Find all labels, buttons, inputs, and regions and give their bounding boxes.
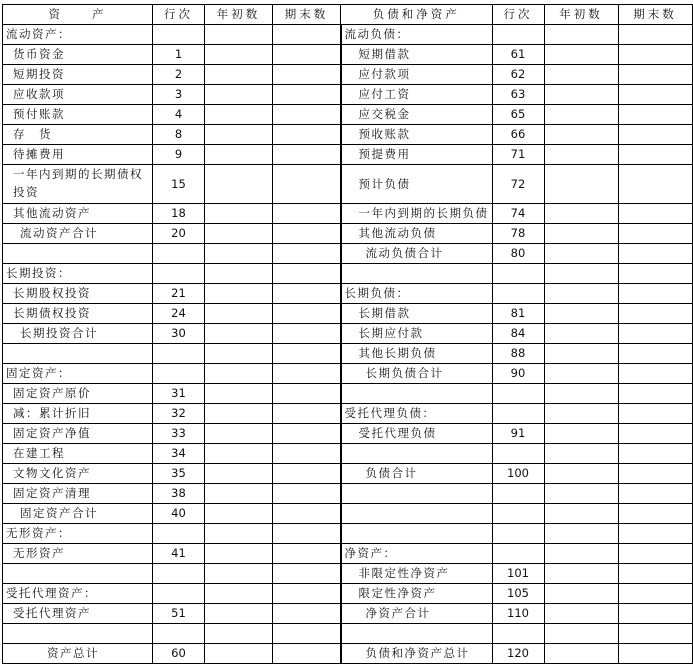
asset-begin-value <box>205 165 273 204</box>
asset-end-value <box>273 165 341 204</box>
asset-item: 短期投资 <box>3 65 153 85</box>
liability-begin-value <box>544 264 618 284</box>
table-row <box>3 25 693 45</box>
asset-row-no: 41 <box>153 544 205 564</box>
liability-end-value <box>618 484 692 504</box>
liability-row-no: 100 <box>492 464 544 484</box>
asset-begin-value <box>205 324 273 344</box>
asset-begin-value <box>205 25 273 45</box>
asset-begin-value <box>205 544 273 564</box>
liability-row-no: 72 <box>492 165 544 204</box>
table-row <box>3 384 693 404</box>
asset-item: 固定资产清理 <box>3 484 153 504</box>
liability-item: 应付工资 <box>341 85 493 105</box>
asset-item <box>3 624 153 644</box>
asset-begin-value <box>205 584 273 604</box>
asset-row-no <box>153 364 205 384</box>
liability-item <box>341 504 493 524</box>
table-row <box>3 304 693 324</box>
asset-end-value <box>273 464 341 484</box>
asset-row-no <box>153 244 205 264</box>
liability-row-no: 61 <box>492 45 544 65</box>
asset-end-value <box>273 304 341 324</box>
liability-begin-value <box>544 324 618 344</box>
liability-begin-value <box>544 624 618 644</box>
asset-begin-value <box>205 204 273 224</box>
liability-end-value <box>618 424 692 444</box>
liability-begin-value <box>544 45 618 65</box>
asset-item: 固定资产合计 <box>3 504 153 524</box>
liability-begin-value <box>544 224 618 244</box>
liability-begin-value <box>544 644 618 664</box>
liability-end-value <box>618 25 692 45</box>
liability-end-value <box>618 524 692 544</box>
table-row <box>3 364 693 384</box>
liability-begin-value <box>544 444 618 464</box>
liability-row-no <box>492 624 544 644</box>
asset-row-no: 3 <box>153 85 205 105</box>
asset-item: 固定资产净值 <box>3 424 153 444</box>
table-row <box>3 644 693 664</box>
table-row <box>3 264 693 284</box>
asset-item: 无形资产： <box>3 524 153 544</box>
asset-item: 长期债权投资 <box>3 304 153 324</box>
liability-end-value <box>618 204 692 224</box>
liability-end-value <box>618 165 692 204</box>
asset-item: 受托代理资产 <box>3 604 153 624</box>
asset-begin-value <box>205 384 273 404</box>
liability-row-no: 65 <box>492 105 544 125</box>
asset-begin-value <box>205 644 273 664</box>
asset-begin-value <box>205 344 273 364</box>
table-row <box>3 484 693 504</box>
asset-row-no <box>153 564 205 584</box>
liability-begin-value <box>544 464 618 484</box>
asset-end-value <box>273 624 341 644</box>
asset-row-no: 40 <box>153 504 205 524</box>
asset-item <box>3 344 153 364</box>
table-row <box>3 65 693 85</box>
asset-end-value <box>273 324 341 344</box>
asset-end-value <box>273 604 341 624</box>
table-row <box>3 105 693 125</box>
asset-item: 长期股权投资 <box>3 284 153 304</box>
liability-row-no: 84 <box>492 324 544 344</box>
liability-begin-value <box>544 125 618 145</box>
liability-begin-value <box>544 145 618 165</box>
liability-begin-value <box>544 384 618 404</box>
table-row <box>3 604 693 624</box>
asset-begin-value <box>205 404 273 424</box>
asset-row-no <box>153 624 205 644</box>
liability-begin-value <box>544 204 618 224</box>
header-end: 期末数 <box>273 5 341 25</box>
liability-row-no: 120 <box>492 644 544 664</box>
asset-row-no <box>153 25 205 45</box>
asset-begin-value <box>205 105 273 125</box>
asset-begin-value <box>205 304 273 324</box>
liability-begin-value <box>544 65 618 85</box>
asset-item: 减：累计折旧 <box>3 404 153 424</box>
liability-row-no: 63 <box>492 85 544 105</box>
table-row <box>3 85 693 105</box>
asset-end-value <box>273 364 341 384</box>
asset-begin-value <box>205 604 273 624</box>
asset-end-value <box>273 584 341 604</box>
table-row <box>3 125 693 145</box>
liability-item: 负债和净资产总计 <box>341 644 493 664</box>
liability-item: 受托代理负债： <box>341 404 493 424</box>
liability-begin-value <box>544 284 618 304</box>
asset-row-no: 15 <box>153 165 205 204</box>
asset-end-value <box>273 484 341 504</box>
liability-item: 净资产合计 <box>341 604 493 624</box>
asset-begin-value <box>205 624 273 644</box>
asset-row-no: 51 <box>153 604 205 624</box>
asset-row-no: 18 <box>153 204 205 224</box>
asset-begin-value <box>205 85 273 105</box>
table-row <box>3 544 693 564</box>
asset-begin-value <box>205 424 273 444</box>
liability-row-no: 90 <box>492 364 544 384</box>
liability-begin-value <box>544 304 618 324</box>
liability-end-value <box>618 145 692 165</box>
asset-item: 应收款项 <box>3 85 153 105</box>
liability-item: 长期借款 <box>341 304 493 324</box>
asset-begin-value <box>205 524 273 544</box>
liability-end-value <box>618 584 692 604</box>
table-row <box>3 165 693 204</box>
asset-row-no: 30 <box>153 324 205 344</box>
liability-item: 限定性净资产 <box>341 584 493 604</box>
liability-end-value <box>618 85 692 105</box>
liability-end-value <box>618 404 692 424</box>
liability-item: 应付款项 <box>341 65 493 85</box>
header-begin-2: 年初数 <box>544 5 618 25</box>
liability-begin-value <box>544 544 618 564</box>
asset-end-value <box>273 85 341 105</box>
asset-begin-value <box>205 444 273 464</box>
liability-row-no <box>492 524 544 544</box>
table-row <box>3 224 693 244</box>
liability-end-value <box>618 604 692 624</box>
asset-row-no: 21 <box>153 284 205 304</box>
liability-end-value <box>618 564 692 584</box>
asset-end-value <box>273 264 341 284</box>
asset-row-no: 4 <box>153 105 205 125</box>
liability-item: 其他长期负债 <box>341 344 493 364</box>
asset-row-no: 20 <box>153 224 205 244</box>
asset-item: 流动资产合计 <box>3 224 153 244</box>
liability-item: 其他流动负债 <box>341 224 493 244</box>
table-row <box>3 504 693 524</box>
liability-row-no: 91 <box>492 424 544 444</box>
asset-end-value <box>273 105 341 125</box>
table-row <box>3 404 693 424</box>
asset-end-value <box>273 524 341 544</box>
asset-row-no: 35 <box>153 464 205 484</box>
asset-end-value <box>273 45 341 65</box>
asset-row-no: 9 <box>153 145 205 165</box>
liability-item <box>341 524 493 544</box>
liability-row-no: 71 <box>492 145 544 165</box>
liability-row-no: 110 <box>492 604 544 624</box>
liability-item <box>341 624 493 644</box>
table-row <box>3 624 693 644</box>
table-row <box>3 564 693 584</box>
asset-item <box>3 244 153 264</box>
header-end-2: 期末数 <box>618 5 692 25</box>
liability-begin-value <box>544 484 618 504</box>
asset-row-no: 38 <box>153 484 205 504</box>
asset-row-no: 60 <box>153 644 205 664</box>
table-row <box>3 324 693 344</box>
asset-end-value <box>273 424 341 444</box>
asset-end-value <box>273 404 341 424</box>
liability-end-value <box>618 544 692 564</box>
asset-row-no <box>153 344 205 364</box>
asset-item: 长期投资： <box>3 264 153 284</box>
asset-row-no <box>153 264 205 284</box>
liability-item: 负债合计 <box>341 464 493 484</box>
liability-end-value <box>618 444 692 464</box>
liability-end-value <box>618 45 692 65</box>
asset-end-value <box>273 25 341 45</box>
liability-end-value <box>618 344 692 364</box>
liability-item: 预收账款 <box>341 125 493 145</box>
liability-item <box>341 264 493 284</box>
liability-row-no: 101 <box>492 564 544 584</box>
liability-end-value <box>618 105 692 125</box>
liability-begin-value <box>544 85 618 105</box>
liability-end-value <box>618 504 692 524</box>
liability-begin-value <box>544 424 618 444</box>
liability-item <box>341 384 493 404</box>
liability-row-no <box>492 384 544 404</box>
asset-begin-value <box>205 244 273 264</box>
asset-end-value <box>273 444 341 464</box>
liability-begin-value <box>544 105 618 125</box>
liability-row-no <box>492 404 544 424</box>
liability-begin-value <box>544 404 618 424</box>
table-row <box>3 524 693 544</box>
asset-item: 无形资产 <box>3 544 153 564</box>
asset-item: 货币资金 <box>3 45 153 65</box>
asset-end-value <box>273 384 341 404</box>
liability-row-no <box>492 284 544 304</box>
liability-begin-value <box>544 344 618 364</box>
asset-end-value <box>273 544 341 564</box>
asset-item: 文物文化资产 <box>3 464 153 484</box>
asset-begin-value <box>205 284 273 304</box>
liability-item <box>341 444 493 464</box>
liability-begin-value <box>544 165 618 204</box>
asset-row-no: 32 <box>153 404 205 424</box>
asset-item: 预付账款 <box>3 105 153 125</box>
asset-end-value <box>273 644 341 664</box>
liability-row-no <box>492 264 544 284</box>
table-row <box>3 344 693 364</box>
asset-end-value <box>273 224 341 244</box>
asset-begin-value <box>205 564 273 584</box>
asset-begin-value <box>205 125 273 145</box>
asset-row-no: 33 <box>153 424 205 444</box>
asset-row-no <box>153 524 205 544</box>
liability-begin-value <box>544 604 618 624</box>
asset-item <box>3 564 153 584</box>
asset-row-no: 31 <box>153 384 205 404</box>
asset-begin-value <box>205 364 273 384</box>
liability-begin-value <box>544 364 618 384</box>
asset-item: 一年内到期的长期债权投资 <box>3 165 153 204</box>
asset-item: 流动资产： <box>3 25 153 45</box>
liability-row-no: 81 <box>492 304 544 324</box>
asset-item: 在建工程 <box>3 444 153 464</box>
table-row <box>3 464 693 484</box>
asset-end-value <box>273 65 341 85</box>
liability-item: 净资产： <box>341 544 493 564</box>
liability-item: 短期借款 <box>341 45 493 65</box>
asset-end-value <box>273 504 341 524</box>
liability-begin-value <box>544 524 618 544</box>
liability-row-no <box>492 504 544 524</box>
liability-row-no: 62 <box>492 65 544 85</box>
liability-end-value <box>618 644 692 664</box>
liability-item: 长期负债： <box>341 284 493 304</box>
liability-item: 流动负债合计 <box>341 244 493 264</box>
liability-row-no: 105 <box>492 584 544 604</box>
liability-end-value <box>618 464 692 484</box>
asset-row-no: 8 <box>153 125 205 145</box>
asset-begin-value <box>205 504 273 524</box>
liability-row-no: 88 <box>492 344 544 364</box>
liability-item: 长期应付款 <box>341 324 493 344</box>
liability-row-no <box>492 544 544 564</box>
liability-end-value <box>618 244 692 264</box>
asset-item: 受托代理资产： <box>3 584 153 604</box>
asset-item: 其他流动资产 <box>3 204 153 224</box>
asset-end-value <box>273 145 341 165</box>
table-row <box>3 424 693 444</box>
liability-row-no <box>492 444 544 464</box>
liability-item <box>341 484 493 504</box>
asset-item: 资产总计 <box>3 644 153 664</box>
header-begin: 年初数 <box>205 5 273 25</box>
header-row <box>3 5 693 25</box>
liability-end-value <box>618 304 692 324</box>
liability-item: 受托代理负债 <box>341 424 493 444</box>
asset-item: 固定资产： <box>3 364 153 384</box>
asset-begin-value <box>205 65 273 85</box>
liability-row-no <box>492 484 544 504</box>
asset-row-no: 34 <box>153 444 205 464</box>
liability-item: 长期负债合计 <box>341 364 493 384</box>
liability-end-value <box>618 264 692 284</box>
asset-begin-value <box>205 145 273 165</box>
table-row <box>3 284 693 304</box>
liability-end-value <box>618 364 692 384</box>
liability-end-value <box>618 384 692 404</box>
asset-item: 长期投资合计 <box>3 324 153 344</box>
liability-end-value <box>618 65 692 85</box>
liability-row-no <box>492 25 544 45</box>
asset-end-value <box>273 284 341 304</box>
liability-begin-value <box>544 25 618 45</box>
asset-begin-value <box>205 45 273 65</box>
header-row-no-2: 行次 <box>492 5 544 25</box>
liability-item: 流动负债： <box>341 25 493 45</box>
asset-begin-value <box>205 264 273 284</box>
liability-item: 一年内到期的长期负债 <box>341 204 493 224</box>
liability-begin-value <box>544 244 618 264</box>
liability-item: 预提费用 <box>341 145 493 165</box>
liability-row-no: 78 <box>492 224 544 244</box>
table-row <box>3 204 693 224</box>
liability-item: 预计负债 <box>341 165 493 204</box>
table-row <box>3 145 693 165</box>
header-row-no: 行次 <box>153 5 205 25</box>
asset-begin-value <box>205 484 273 504</box>
table-row <box>3 444 693 464</box>
table-row <box>3 45 693 65</box>
liability-begin-value <box>544 504 618 524</box>
header-liabilities: 负债和净资产 <box>341 5 493 25</box>
liability-row-no: 74 <box>492 204 544 224</box>
liability-end-value <box>618 324 692 344</box>
liability-end-value <box>618 624 692 644</box>
asset-begin-value <box>205 464 273 484</box>
asset-item: 存 货 <box>3 125 153 145</box>
balance-sheet-table <box>2 4 693 664</box>
table-row <box>3 244 693 264</box>
asset-begin-value <box>205 224 273 244</box>
liability-begin-value <box>544 584 618 604</box>
asset-end-value <box>273 344 341 364</box>
liability-item: 应交税金 <box>341 105 493 125</box>
asset-end-value <box>273 244 341 264</box>
liability-begin-value <box>544 564 618 584</box>
asset-end-value <box>273 125 341 145</box>
asset-end-value <box>273 204 341 224</box>
asset-row-no: 1 <box>153 45 205 65</box>
header-assets: 资 产 <box>3 5 153 25</box>
liability-item: 非限定性净资产 <box>341 564 493 584</box>
table-body <box>3 25 693 664</box>
liability-end-value <box>618 284 692 304</box>
asset-end-value <box>273 564 341 584</box>
table-row <box>3 584 693 604</box>
asset-row-no: 24 <box>153 304 205 324</box>
asset-item: 固定资产原价 <box>3 384 153 404</box>
asset-item: 待摊费用 <box>3 145 153 165</box>
asset-row-no: 2 <box>153 65 205 85</box>
asset-row-no <box>153 584 205 604</box>
liability-row-no: 80 <box>492 244 544 264</box>
liability-row-no: 66 <box>492 125 544 145</box>
liability-end-value <box>618 224 692 244</box>
liability-end-value <box>618 125 692 145</box>
